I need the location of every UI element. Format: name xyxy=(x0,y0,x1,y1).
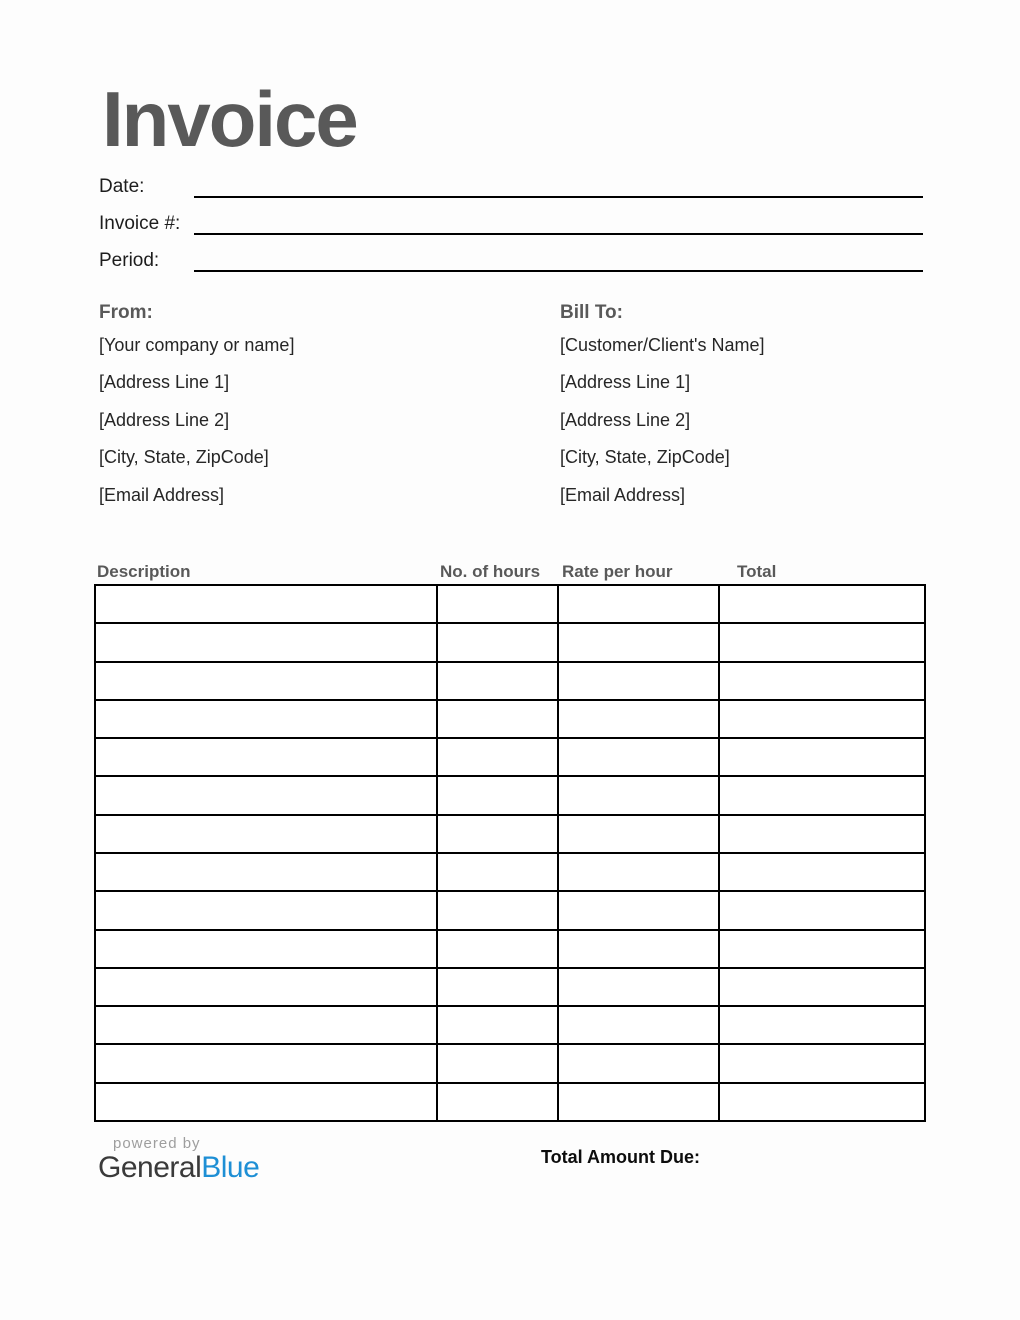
table-cell[interactable] xyxy=(719,1006,925,1044)
invoice-number-input-line[interactable] xyxy=(194,233,923,235)
table-row xyxy=(95,1083,925,1121)
table-cell[interactable] xyxy=(95,1006,437,1044)
table-cell[interactable] xyxy=(437,623,558,661)
table-row xyxy=(95,662,925,700)
from-address2-line: [Address Line 2] xyxy=(99,410,230,430)
logo-blue-text: Blue xyxy=(201,1151,260,1184)
table-cell[interactable] xyxy=(95,930,437,968)
total-amount-due-label: Total Amount Due: xyxy=(541,1147,700,1167)
logo-general-text: General xyxy=(98,1151,202,1184)
bill-to-address1-line: [Address Line 1] xyxy=(560,372,691,392)
table-cell[interactable] xyxy=(558,776,719,814)
table-cell[interactable] xyxy=(719,623,925,661)
table-cell[interactable] xyxy=(437,1044,558,1082)
line-items-table xyxy=(94,584,926,1122)
table-cell[interactable] xyxy=(558,1044,719,1082)
table-cell[interactable] xyxy=(437,700,558,738)
table-cell[interactable] xyxy=(719,662,925,700)
table-cell[interactable] xyxy=(95,1083,437,1121)
table-row xyxy=(95,815,925,853)
table-cell[interactable] xyxy=(558,930,719,968)
from-heading: From: xyxy=(99,302,153,323)
table-cell[interactable] xyxy=(95,891,437,929)
table-cell[interactable] xyxy=(558,700,719,738)
table-cell[interactable] xyxy=(558,585,719,623)
table-cell[interactable] xyxy=(95,853,437,891)
table-cell[interactable] xyxy=(437,1006,558,1044)
period-label: Period: xyxy=(99,250,160,271)
powered-by-text: powered by xyxy=(113,1135,201,1152)
invoice-number-label: Invoice #: xyxy=(99,213,181,234)
column-header-rate-per-hour: Rate per hour xyxy=(562,562,673,581)
bill-to-city-line: [City, State, ZipCode] xyxy=(560,447,730,467)
table-cell[interactable] xyxy=(437,1083,558,1121)
from-city-line: [City, State, ZipCode] xyxy=(99,447,269,467)
table-cell[interactable] xyxy=(95,815,437,853)
table-row xyxy=(95,968,925,1006)
from-company-line: [Your company or name] xyxy=(99,335,295,355)
table-row xyxy=(95,891,925,929)
table-cell[interactable] xyxy=(437,891,558,929)
document-title: Invoice xyxy=(102,75,357,163)
table-cell[interactable] xyxy=(558,853,719,891)
table-cell[interactable] xyxy=(558,891,719,929)
table-row xyxy=(95,623,925,661)
table-cell[interactable] xyxy=(719,738,925,776)
table-row xyxy=(95,776,925,814)
table-cell[interactable] xyxy=(558,662,719,700)
table-row xyxy=(95,738,925,776)
table-cell[interactable] xyxy=(437,968,558,1006)
table-row xyxy=(95,853,925,891)
table-cell[interactable] xyxy=(558,815,719,853)
bill-to-name-line: [Customer/Client's Name] xyxy=(560,335,765,355)
table-cell[interactable] xyxy=(437,853,558,891)
column-header-no-of-hours: No. of hours xyxy=(440,562,541,581)
table-row xyxy=(95,1006,925,1044)
table-cell[interactable] xyxy=(719,1083,925,1121)
table-cell[interactable] xyxy=(95,585,437,623)
table-cell[interactable] xyxy=(558,623,719,661)
table-row xyxy=(95,1044,925,1082)
table-row xyxy=(95,930,925,968)
period-input-line[interactable] xyxy=(194,270,923,272)
table-cell[interactable] xyxy=(95,623,437,661)
table-cell[interactable] xyxy=(558,738,719,776)
bill-to-address2-line: [Address Line 2] xyxy=(560,410,691,430)
table-cell[interactable] xyxy=(719,700,925,738)
date-label: Date: xyxy=(99,176,145,197)
table-cell[interactable] xyxy=(437,662,558,700)
table-cell[interactable] xyxy=(719,968,925,1006)
table-cell[interactable] xyxy=(719,585,925,623)
table-cell[interactable] xyxy=(437,738,558,776)
table-cell[interactable] xyxy=(95,662,437,700)
table-cell[interactable] xyxy=(719,891,925,929)
table-cell[interactable] xyxy=(437,815,558,853)
from-email-line: [Email Address] xyxy=(99,485,225,505)
table-cell[interactable] xyxy=(437,585,558,623)
table-cell[interactable] xyxy=(719,815,925,853)
table-body xyxy=(95,585,925,1121)
table-cell[interactable] xyxy=(719,930,925,968)
bill-to-heading: Bill To: xyxy=(560,302,623,323)
table-cell[interactable] xyxy=(95,1044,437,1082)
table-cell[interactable] xyxy=(558,1006,719,1044)
table-cell[interactable] xyxy=(558,968,719,1006)
table-cell[interactable] xyxy=(719,853,925,891)
column-header-description: Description xyxy=(97,562,191,581)
table-cell[interactable] xyxy=(95,968,437,1006)
table-row xyxy=(95,700,925,738)
from-address1-line: [Address Line 1] xyxy=(99,372,230,392)
table-cell[interactable] xyxy=(95,776,437,814)
table-cell[interactable] xyxy=(95,700,437,738)
table-row xyxy=(95,585,925,623)
bill-to-email-line: [Email Address] xyxy=(560,485,686,505)
table-cell[interactable] xyxy=(719,1044,925,1082)
table-cell[interactable] xyxy=(719,776,925,814)
table-cell[interactable] xyxy=(558,1083,719,1121)
table-cell[interactable] xyxy=(95,738,437,776)
general-blue-logo xyxy=(98,1151,259,1185)
table-cell[interactable] xyxy=(437,930,558,968)
column-header-total: Total xyxy=(737,562,777,581)
table-cell[interactable] xyxy=(437,776,558,814)
date-input-line[interactable] xyxy=(194,196,923,198)
